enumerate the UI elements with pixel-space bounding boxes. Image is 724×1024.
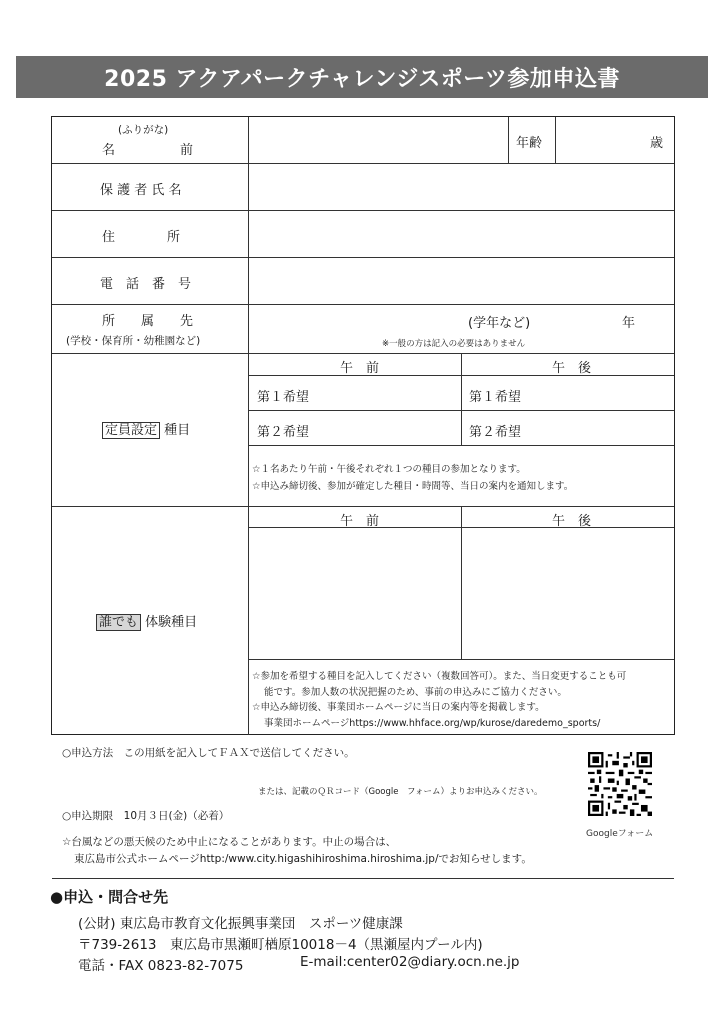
capacity-pm-header: 午 後 <box>552 361 592 376</box>
address-label: 住 所 <box>102 230 181 245</box>
deadline-text: ○申込期限 10月３日(金)（必着） <box>62 810 230 822</box>
anyone-pm-header: 午 後 <box>552 514 592 529</box>
contact-tel: 電話・FAX 0823-82-7075 <box>78 958 244 974</box>
name-label: 名 前 <box>102 143 194 158</box>
affiliation-label: 所 属 先 <box>102 314 194 329</box>
form-title: 2025 アクアパークチャレンジスポーツ参加申込書 <box>16 56 708 98</box>
capacity-am-header: 午 前 <box>340 361 380 376</box>
anyone-am-header: 午 前 <box>340 514 380 529</box>
age-divider-left <box>508 117 509 163</box>
qr-note: または、記載のＱＲコード（Google フォーム）よりお申込みください。 <box>258 787 543 797</box>
am-choice2-input[interactable] <box>322 411 460 445</box>
capacity-event-label <box>102 419 190 438</box>
name-input[interactable] <box>249 117 508 163</box>
contact-email[interactable]: E-mail:center02@diary.ocn.ne.jp <box>300 954 520 970</box>
pm-choice1-label: 第１希望 <box>469 390 522 405</box>
name-furigana: (ふりがな) <box>118 124 169 136</box>
affiliation-sub-label: (学校・保育所・幼稚園など) <box>66 335 201 347</box>
anyone-notes-line <box>249 659 674 660</box>
capacity-note-1: ☆１名あたり午前・午後それぞれ１つの種目の参加となります。 <box>252 464 526 475</box>
capacity-event-text: 種目 <box>164 423 191 438</box>
general-note: ※一般の方は記入の必要はありません <box>382 339 526 349</box>
anyone-note-3: ☆申込み締切後、事業団ホームページに当日の案内等を掲載します。 <box>252 702 545 713</box>
pm-choice2-label: 第２希望 <box>469 425 522 440</box>
anyone-badge: 誰でも <box>96 614 141 631</box>
age-unit: 歳 <box>650 136 664 151</box>
method-text: ○申込方法 この用紙を記入してＦＡＸで送信してください。 <box>62 747 355 759</box>
guardian-label: 保 護 者 氏 名 <box>100 183 182 198</box>
anyone-event-label <box>96 611 197 630</box>
contact-divider <box>52 878 674 879</box>
row-divider <box>52 506 674 507</box>
capacity-badge: 定員設定 <box>102 422 160 439</box>
contact-address: 〒739-2613 東広島市黒瀬町楢原10018－4（黒瀬屋内プール内) <box>78 937 483 953</box>
anyone-am-input[interactable] <box>249 528 461 659</box>
guardian-input[interactable] <box>249 164 674 210</box>
anyone-note-1: ☆参加を希望する種目を記入してください（複数回答可）。また、当日変更することも可 <box>252 671 627 682</box>
weather-note-2: 東広島市公式ホームページhttp:/www.city.higashihiroshima.hiroshima.jp/でお知らせします。 <box>74 853 532 865</box>
qr-code-icon[interactable] <box>588 752 652 816</box>
application-form-table <box>51 116 675 735</box>
grade-unit: 年 <box>622 316 636 331</box>
row-divider <box>52 353 674 354</box>
anyone-note-2: 能です。参加人数の状況把握のため、事前の申込みにご協力ください。 <box>264 687 567 698</box>
am-choice1-input[interactable] <box>322 376 460 410</box>
phone-input[interactable] <box>249 258 674 304</box>
age-label: 年齢 <box>516 136 543 151</box>
anyone-event-text: 体験種目 <box>145 615 198 630</box>
phone-label: 電 話 番 号 <box>100 277 192 292</box>
anyone-pm-input[interactable] <box>462 528 674 659</box>
pm-choice2-input[interactable] <box>534 411 674 445</box>
am-pm-divider <box>461 353 462 445</box>
contact-heading: ●申込・問合せ先 <box>50 888 169 906</box>
contact-org: (公財) 東広島市教育文化振興事業団 スポーツ健康課 <box>78 916 403 932</box>
am-choice1-label: 第１希望 <box>257 390 310 405</box>
capacity-note-2: ☆申込み締切後、参加が確定した種目・時間等、当日の案内を通知します。 <box>252 481 574 492</box>
choice-line <box>249 445 674 446</box>
weather-note-1: ☆台風などの悪天候のため中止になることがあります。中止の場合は、 <box>62 836 397 848</box>
qr-caption: Googleフォーム <box>586 829 654 839</box>
grade-label: (学年など) <box>468 316 531 331</box>
pm-choice1-input[interactable] <box>534 376 674 410</box>
am-choice2-label: 第２希望 <box>257 425 310 440</box>
address-input[interactable] <box>249 211 674 257</box>
anyone-note-4: 事業団ホームページhttps://www.hhface.org/wp/kurose/daredemo_sports/ <box>264 718 601 729</box>
